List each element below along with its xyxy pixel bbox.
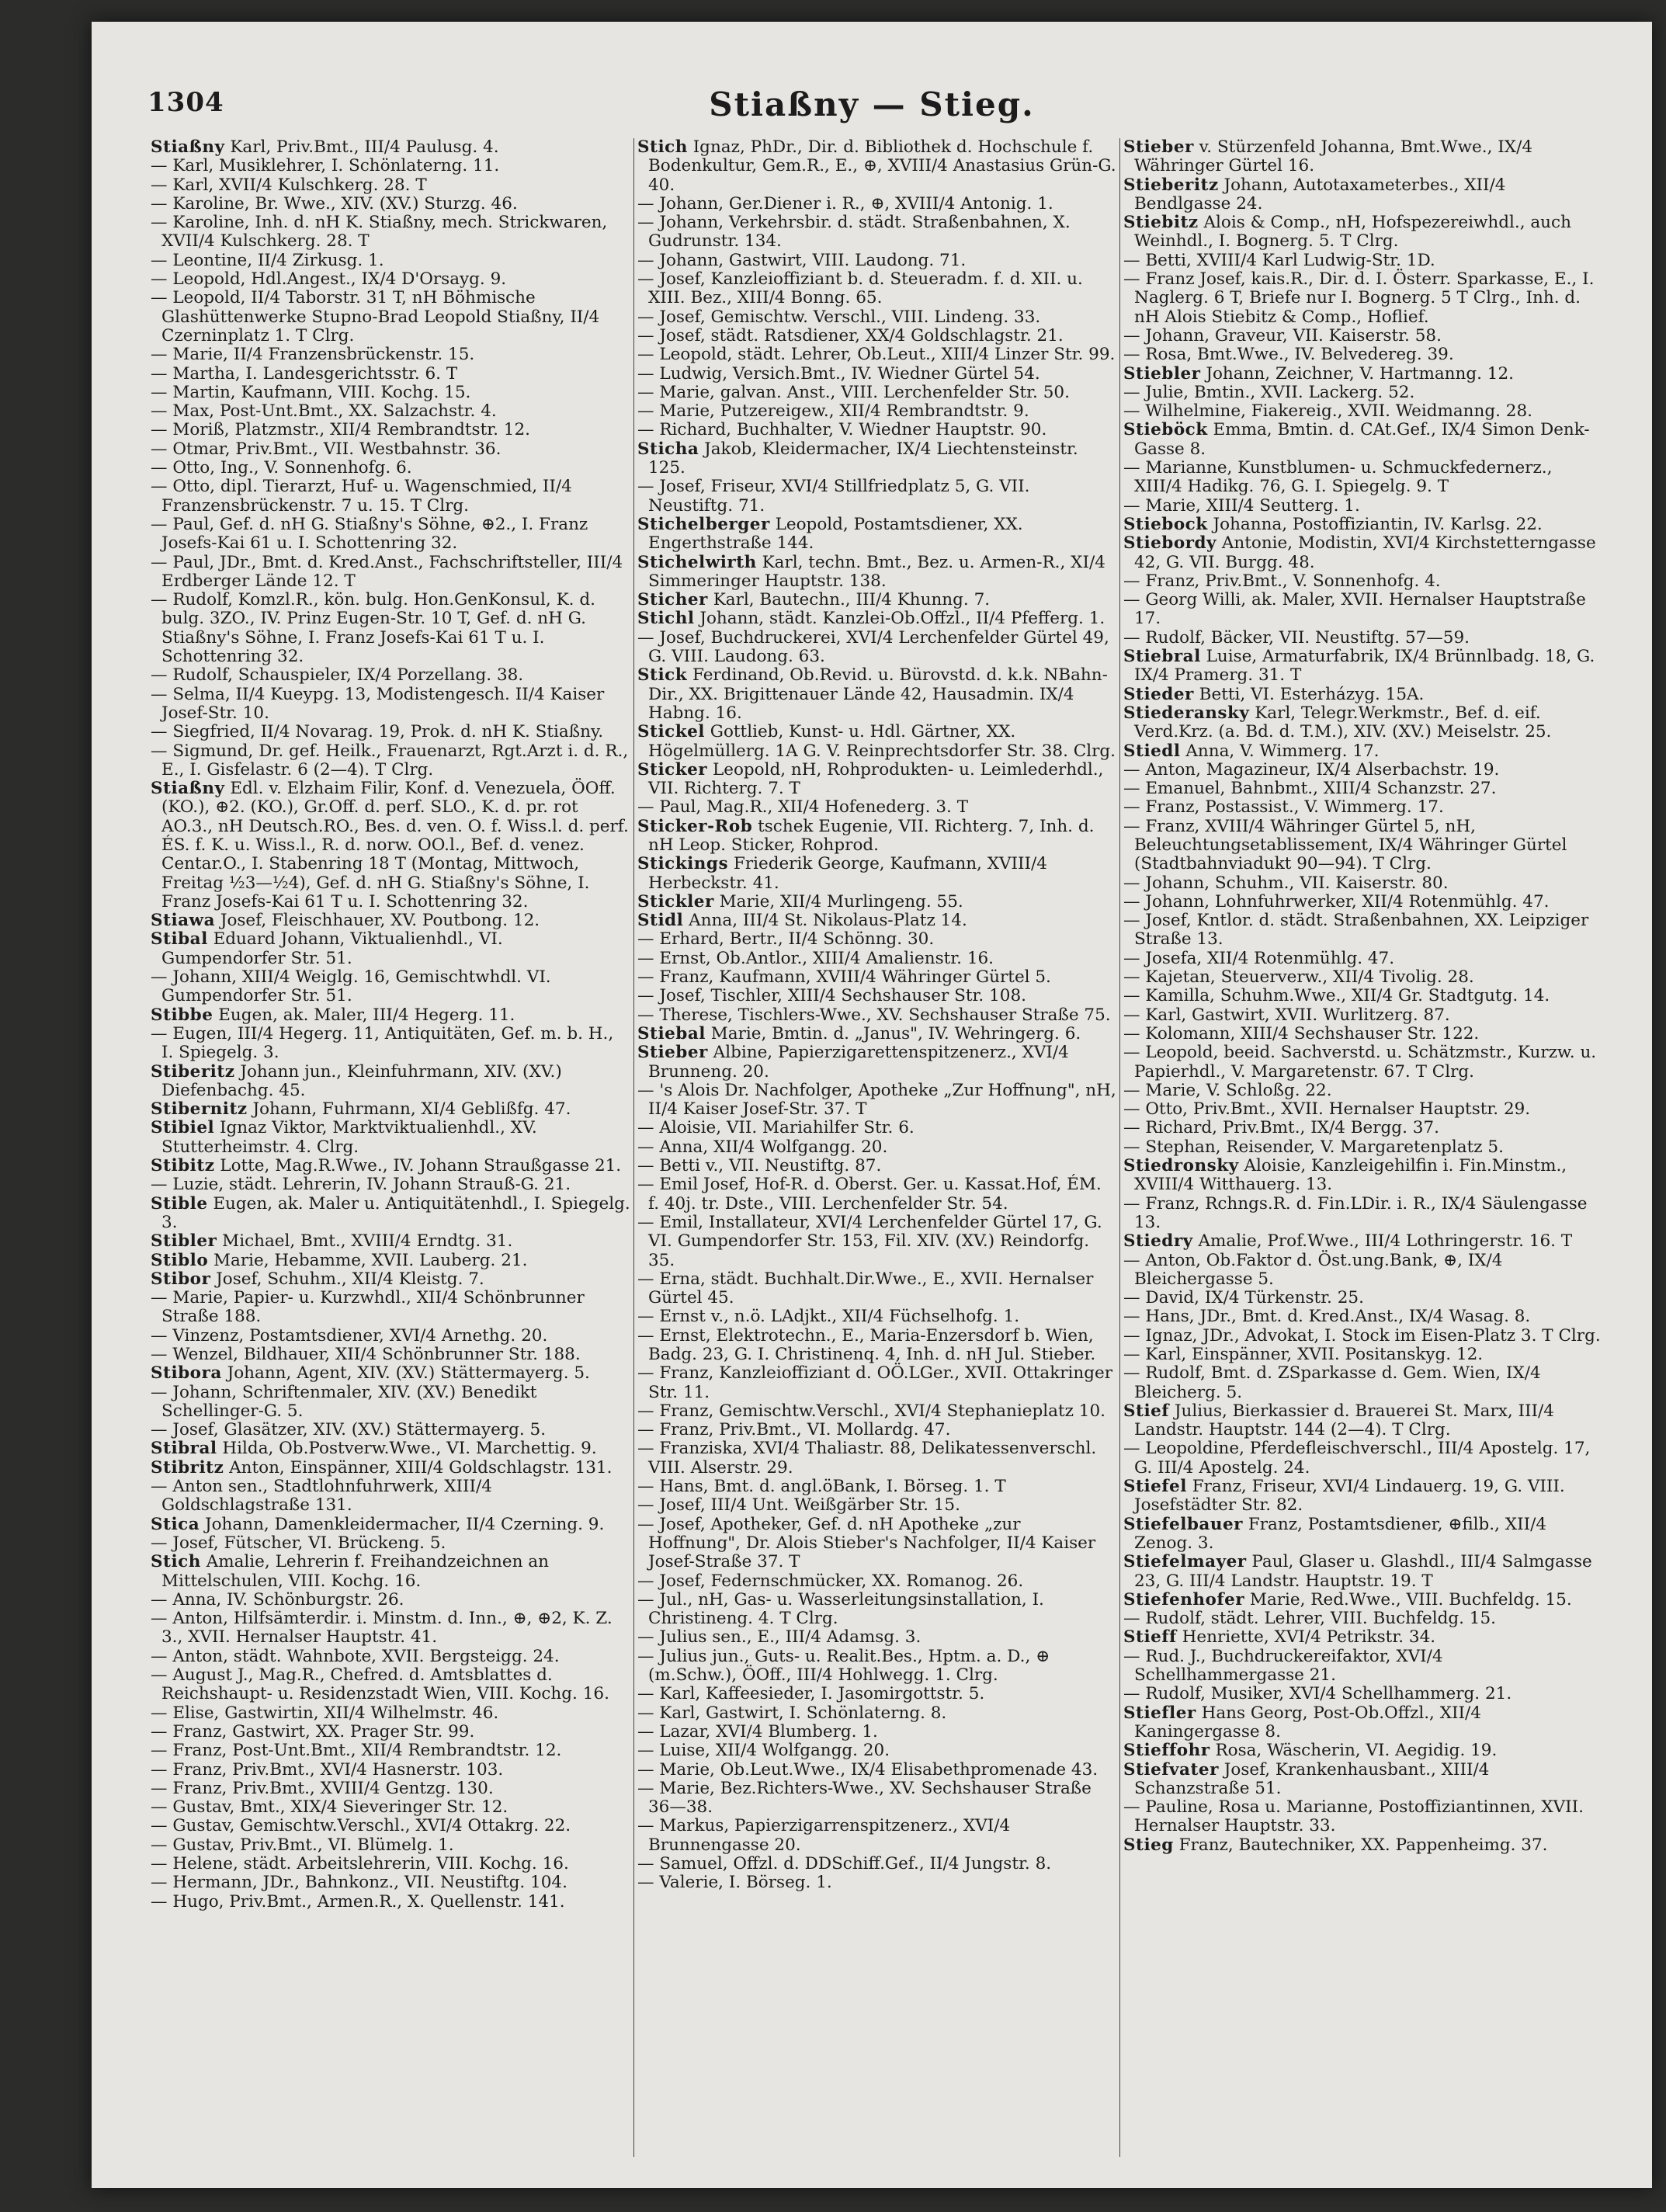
directory-entry: — Josef, Kntlor. d. städt. Straßenbahnen, XX. Leipziger Straße 13. (1123, 911, 1589, 950)
directory-entry: — Franz, XVIII/4 Währinger Gürtel 5, nH, Beleuchtungsetablissement, IX/4 Währinger Gürtel (Stadtbahnviadukt 90—94). T Clrg. (1123, 816, 1567, 874)
directory-entry: — Josef, Apotheker, Gef. d. nH Apotheke „zur Hoffnung", Dr. Alois Stieber's Nachfolger, II/4 Kaiser Josef-Straße 37. T (637, 1514, 1096, 1572)
directory-entry: Stiebitz Alois & Comp., nH, Hofspezereiwhdl., auch Weinhdl., I. Bognerg. 5. T Clrg. (1123, 213, 1571, 252)
directory-entry: Stieber v. Stürzenfeld Johanna, Bmt.Wwe., IX/4 Währinger Gürtel 16. (1123, 138, 1533, 176)
directory-entry: — Franz, Priv.Bmt., XVI/4 Hasnerstr. 103. (151, 1759, 504, 1780)
directory-entry: — Gustav, Bmt., XIX/4 Sieveringer Str. 12. (151, 1797, 508, 1818)
directory-entry: Stiedry Amalie, Prof.Wwe., III/4 Lothringerstr. 16. T (1123, 1231, 1573, 1252)
directory-entry: — Hermann, JDr., Bahnkonz., VII. Neustiftg. 104. (151, 1873, 567, 1893)
directory-entry: — Marie, V. Schloßg. 22. (1123, 1080, 1332, 1100)
directory-entry: — Jul., nH, Gas- u. Wasserleitungsinstallation, I. Christineng. 4. T Clrg. (637, 1589, 1044, 1629)
directory-entry: — Pauline, Rosa u. Marianne, Postoffiziantinnen, XVII. Hernalser Hauptstr. 33. (1123, 1797, 1584, 1836)
directory-entry: — Johann, Schuhm., VII. Kaiserstr. 80. (1123, 873, 1449, 893)
directory-entry: — Leopold, städt. Lehrer, Ob.Leut., XIII/4 Linzer Str. 99. (637, 345, 1116, 365)
directory-entry: — Luzie, städt. Lehrerin, IV. Johann Strauß-G. 21. (151, 1175, 571, 1195)
directory-entry: — Valerie, I. Börseg. 1. (637, 1873, 832, 1893)
directory-entry: — Paul, Mag.R., XII/4 Hofenederg. 3. T (637, 797, 969, 818)
directory-entry: Stiebock Johanna, Postoffiziantin, IV. Karlsg. 22. (1123, 514, 1543, 534)
directory-entry: Stieg Franz, Bautechniker, XX. Pappenheimg. 37. (1123, 1835, 1548, 1855)
directory-entry: Stichl Johann, städt. Kanzlei-Ob.Offzl., II/4 Pfefferg. 1. (637, 609, 1105, 629)
directory-entry: — Martin, Kaufmann, VIII. Kochg. 15. (151, 382, 471, 402)
directory-entry: Stiblo Marie, Hebamme, XVII. Lauberg. 21. (151, 1250, 528, 1270)
directory-entry: Stiefelbauer Franz, Postamtsdiener, ⊕filb., XII/4 Zenog. 3. (1123, 1514, 1547, 1553)
directory-entry: Sticher Karl, Bautechn., III/4 Khunng. 7. (637, 590, 991, 610)
directory-entry: Stieböck Emma, Bmtin. d. CAt.Gef., IX/4 Simon Denk-Gasse 8. (1123, 420, 1590, 459)
directory-entry: — Wilhelmine, Fiakereig., XVII. Weidmanng. 28. (1123, 401, 1532, 422)
directory-entry: — Marie, Papier- u. Kurzwhdl., XII/4 Schönbrunner Straße 188. (151, 1288, 585, 1327)
directory-entry: — Johann, Verkehrsbir. d. städt. Straßenbahnen, X. Gudrunstr. 134. (637, 213, 1071, 252)
directory-entry: — Franz, Gemischtw.Verschl., XVI/4 Stephanieplatz 10. (637, 1401, 1105, 1421)
directory-entry: — Ernst, Ob.Antlor., XIII/4 Amalienstr. 16. (637, 948, 994, 968)
directory-entry: — Franz, Rchngs.R. d. Fin.LDir. i. R., IX/4 Säulengasse 13. (1123, 1193, 1588, 1232)
directory-entry: — Georg Willi, ak. Maler, XVII. Hernalser Hauptstraße 17. (1123, 590, 1586, 629)
directory-entry: — Vinzenz, Postamtsdiener, XVI/4 Arnethg. 20. (151, 1325, 548, 1346)
directory-entry: Stickel Gottlieb, Kunst- u. Hdl. Gärtner, XX. Högelmüllerg. 1A G. V. Reinprechtsdorfer Str. 38. Clrg. (637, 722, 1116, 761)
directory-entry: — Betti, XVIII/4 Karl Ludwig-Str. 1D. (1123, 250, 1435, 270)
directory-entry: — Gustav, Priv.Bmt., VI. Blümelg. 1. (151, 1835, 454, 1855)
directory-entry: Stiberitz Johann jun., Kleinfuhrmann, XIV. (XV.) Diefenbachg. 45. (151, 1061, 562, 1100)
directory-entry: — Karl, XVII/4 Kulschkerg. 28. T (151, 175, 427, 195)
column-right (1119, 138, 1605, 2157)
directory-entry: — Marie, galvan. Anst., VIII. Lerchenfelder Str. 50. (637, 382, 1070, 402)
directory-entry: — Leopold, beeid. Sachverstd. u. Schätzmstr., Kurzw. u. Papierhdl., V. Margaretenstr. 67. T Clrg. (1123, 1043, 1597, 1082)
directory-entry: Stichelberger Leopold, Postamtsdiener, XX. Engerthstraße 144. (637, 514, 1023, 554)
directory-entry: Stibernitz Johann, Fuhrmann, XI/4 Geblißfg. 47. (151, 1099, 571, 1120)
directory-entry: — Franz, Gastwirt, XX. Prager Str. 99. (151, 1721, 475, 1741)
directory-entry: — Josef, Friseur, XVI/4 Stillfriedplatz 5, G. VII. Neustiftg. 71. (637, 477, 1030, 516)
directory-entry: — Aloisie, VII. Mariahilfer Str. 6. (637, 1118, 915, 1138)
directory-entry: — Paul, Gef. d. nH G. Stiaßny's Söhne, ⊕2., I. Franz Josefs-Kai 61 u. I. Schottenring 32. (151, 514, 588, 554)
directory-entry: — Franz, Kaufmann, XVIII/4 Währinger Gürtel 5. (637, 967, 1051, 988)
directory-entry: — Rudolf, Komzl.R., kön. bulg. Hon.GenKonsul, K. d. bulg. 3ZO., IV. Prinz Eugen-Str. 10 T, Gef. d. nH G. Stiaßny's Söhne, I. Franz Josefs-Kai 61 T u. I. Schottenring 32. (151, 590, 595, 667)
directory-entry: — Ignaz, JDr., Advokat, I. Stock im Eisen-Platz 3. T Clrg. (1123, 1325, 1601, 1346)
directory-entry: — Leopold, Hdl.Angest., IX/4 D'Orsayg. 9. (151, 269, 507, 290)
directory-entry: — Johann, XIII/4 Weiglg. 16, Gemischtwhdl. VI. Gumpendorfer Str. 51. (151, 967, 551, 1006)
directory-entry: — Franziska, XVI/4 Thaliastr. 88, Delikatessenverschl. VIII. Alserstr. 29. (637, 1439, 1097, 1478)
directory-entry: Stiefenhofer Marie, Red.Wwe., VIII. Buchfeldg. 15. (1123, 1589, 1572, 1610)
directory-entry: Stieber Albine, Papierzigarettenspitzenerz., XVI/4 Brunneng. 20. (637, 1043, 1069, 1082)
directory-entry: Stiefelmayer Paul, Glaser u. Glashdl., III/4 Salmgasse 23, G. III/4 Landstr. Hauptstr. 19. T (1123, 1552, 1592, 1591)
directory-entry: Stief Julius, Bierkassier d. Brauerei St. Marx, III/4 Landstr. Hauptstr. 144 (2—4). T Clrg. (1123, 1401, 1554, 1440)
directory-entry: Stibbe Eugen, ak. Maler, III/4 Hegerg. 11. (151, 1005, 515, 1025)
directory-entry: — Max, Post-Unt.Bmt., XX. Salzachstr. 4. (151, 401, 497, 422)
directory-entry: Stiaßny Karl, Priv.Bmt., III/4 Paulusg. 4. (151, 138, 499, 157)
directory-entry: — Markus, Papierzigarrenspitzenerz., XVI/4 Brunnengasse 20. (637, 1816, 1011, 1855)
directory-entry: — Anna, XII/4 Wolfgangg. 20. (637, 1137, 888, 1157)
directory-entry: Stich Amalie, Lehrerin f. Freihandzeichnen an Mittelschulen, VIII. Kochg. 16. (151, 1552, 549, 1591)
directory-entry: Stiebral Luise, Armaturfabrik, IX/4 Brünnlbadg. 18, G. IX/4 Pramerg. 31. T (1123, 647, 1595, 686)
directory-entry: — Otto, Ing., V. Sonnenhofg. 6. (151, 458, 412, 478)
directory-entry: — Karl, Kaffeesieder, I. Jasomirgottstr. 5. (637, 1684, 985, 1704)
directory-entry: — Lazar, XVI/4 Blumberg. 1. (637, 1721, 878, 1741)
directory-entry: — Kamilla, Schuhm.Wwe., XII/4 Gr. Stadtgutg. 14. (1123, 986, 1550, 1006)
directory-entry: — Ludwig, Versich.Bmt., IV. Wiedner Gürtel 54. (637, 363, 1040, 384)
directory-entry: — Otmar, Priv.Bmt., VII. Westbahnstr. 36. (151, 439, 502, 459)
directory-entry: — August J., Mag.R., Chefred. d. Amtsblattes d. Reichshaupt- u. Residenzstadt Wien, VIII. Kochg. 16. (151, 1665, 609, 1704)
directory-entry: — Anton sen., Stadtlohnfuhrwerk, XIII/4 Goldschlagstraße 131. (151, 1477, 492, 1516)
directory-entry: — Richard, Buchhalter, V. Wiedner Hauptstr. 90. (637, 420, 1047, 440)
directory-entry: — Sigmund, Dr. gef. Heilk., Frauenarzt, Rgt.Arzt i. d. R., E., I. Gisfelastr. 6 (2—4). T Clrg. (151, 741, 629, 780)
directory-entry: — Ernst v., n.ö. LAdjkt., XII/4 Füchselhofg. 1. (637, 1307, 1020, 1327)
directory-entry: Stiedl Anna, V. Wimmerg. 17. (1123, 741, 1380, 761)
directory-entry: — Rudolf, Bmt. d. ZSparkasse d. Gem. Wien, IX/4 Bleicherg. 5. (1123, 1363, 1541, 1402)
directory-entry: Stiebal Marie, Bmtin. d. „Janus", IV. Wehringerg. 6. (637, 1023, 1081, 1043)
directory-entry: — Gustav, Gemischtw.Verschl., XVI/4 Ottakrg. 22. (151, 1816, 571, 1836)
directory-entry: — Elise, Gastwirtin, XII/4 Wilhelmstr. 46. (151, 1703, 499, 1723)
directory-entry: Stible Eugen, ak. Maler u. Antiquitätenhdl., I. Spiegelg. 3. (151, 1193, 630, 1232)
directory-entry: — Siegfried, II/4 Novarag. 19, Prok. d. nH K. Stiaßny. (151, 722, 604, 742)
directory-page (92, 22, 1652, 2188)
directory-entry: Stiaßny Edl. v. Elzhaim Filir, Konf. d. Venezuela, ÖOff.(KO.), ⊕2. (KO.), Gr.Off. d. perf. SLO., K. d. pr. rot AO.3., nH Deutsch.RO., Bes. d. ven. O. f. Wiss.l. d. perf. ÉS. f. K. u. Wiss.l., R. d. norw. OO.l., Bef. d. venez. Centar.O., I. Stabenring 18 T (Montag, Mittwoch, Freitag ½3—½4), Gef. d. nH G. Stiaßny's Söhne, I. Franz Josefs-Kai 61 T u. I. Schottenring 32. (151, 779, 629, 912)
directory-entry: — Samuel, Offzl. d. DDSchiff.Gef., II/4 Jungstr. 8. (637, 1854, 1052, 1874)
directory-entry: — Rudolf, Musiker, XVI/4 Schellhammerg. 21. (1123, 1684, 1512, 1704)
directory-entry: — Karl, Gastwirt, I. Schönlaterng. 8. (637, 1703, 947, 1723)
directory-entry: — Otto, Priv.Bmt., XVII. Hernalser Hauptstr. 29. (1123, 1099, 1531, 1120)
directory-entry: — David, IX/4 Türkenstr. 25. (1123, 1288, 1364, 1308)
directory-entry: — Leopold, II/4 Taborstr. 31 T, nH Böhmische Glashüttenwerke Stupno-Brad Leopold Stiaßny, II/4 Czerninplatz 1. T Clrg. (151, 288, 600, 346)
directory-entry: — Martha, I. Landesgerichtsstr. 6. T (151, 363, 458, 384)
directory-entry: Stiebordy Antonie, Modistin, XVI/4 Kirchstetterngasse 42, G. VII. Burgg. 48. (1123, 533, 1596, 572)
directory-entry: Stibritz Anton, Einspänner, XIII/4 Goldschlagstr. 131. (151, 1457, 613, 1478)
directory-entry: — Franz, Priv.Bmt., V. Sonnenhofg. 4. (1123, 571, 1441, 591)
directory-entry: Stibal Eduard Johann, Viktualienhdl., VI. Gumpendorfer Str. 51. (151, 929, 503, 968)
directory-entry: — Wenzel, Bildhauer, XII/4 Schönbrunner Str. 188. (151, 1345, 581, 1364)
directory-entry: Stiefel Franz, Friseur, XVI/4 Lindauerg. 19, G. VIII. Josefstädter Str. 82. (1123, 1477, 1565, 1516)
directory-entry: — Franz, Priv.Bmt., XVIII/4 Gentzg. 130. (151, 1778, 494, 1798)
directory-entry: — Franz Josef, kais.R., Dir. d. I. Österr. Sparkasse, E., I. Naglerg. 6 T, Briefe nur I. Bognerg. 5 T Clrg., Inh. d. nH Alois Stiebitz & Comp., Hoflief. (1123, 269, 1595, 327)
directory-entry: — Anna, IV. Schönburgstr. 26. (151, 1589, 404, 1610)
directory-entry: — Josefa, XII/4 Rotenmühlg. 47. (1123, 948, 1395, 968)
directory-entry: — Josef, Buchdruckerei, XVI/4 Lerchenfelder Gürtel 49, G. VIII. Laudong. 63. (637, 627, 1109, 667)
directory-entry: Stibral Hilda, Ob.Postverw.Wwe., VI. Marchettig. 9. (151, 1439, 597, 1459)
directory-entry: — Karl, Musiklehrer, I. Schönlaterng. 11. (151, 156, 500, 176)
directory-entry: — Marie, XIII/4 Seutterg. 1. (1123, 495, 1360, 516)
directory-entry: Stiederansky Karl, Telegr.Werkmstr., Bef. d. eif. Verd.Krz. (a. Bd. d. T.M.), XIV. (XV.) Meiselstr. 25. (1123, 703, 1552, 742)
directory-entry: Stibitz Lotte, Mag.R.Wwe., IV. Johann Straußgasse 21. (151, 1156, 622, 1176)
directory-entry: — Franz, Priv.Bmt., VI. Mollardg. 47. (637, 1420, 951, 1440)
entry-columns (148, 138, 1607, 2157)
directory-entry: — Marie, Bez.Richters-Wwe., XV. Sechshauser Straße 36—38. (637, 1778, 1092, 1818)
directory-entry: Stickler Marie, XII/4 Murlingeng. 55. (637, 891, 963, 912)
directory-entry: — Julius jun., Guts- u. Realit.Bes., Hptm. a. D., ⊕ (m.Schw.), ÖOff., III/4 Hohlwegg. 1. Clrg. (637, 1646, 1050, 1686)
directory-entry: — Josef, Federnschmücker, XX. Romanog. 26. (637, 1571, 1024, 1591)
directory-entry: — Otto, dipl. Tierarzt, Huf- u. Wagenschmied, II/4 Franzensbrückenstr. 7 u. 15. T Clrg. (151, 477, 572, 516)
directory-entry: — Hans, Bmt. d. angl.öBank, I. Börseg. 1. T (637, 1477, 1006, 1497)
directory-entry: — Johann, Graveur, VII. Kaiserstr. 58. (1123, 325, 1442, 346)
directory-entry: Stieff Henriette, XVI/4 Petrikstr. 34. (1123, 1627, 1436, 1648)
directory-entry: — Betti v., VII. Neustiftg. 87. (637, 1156, 882, 1176)
directory-entry: — Erhard, Bertr., II/4 Schönng. 30. (637, 929, 935, 950)
directory-entry: Stibora Johann, Agent, XIV. (XV.) Stättermayerg. 5. (151, 1363, 590, 1384)
directory-entry: — Leopoldine, Pferdefleischverschl., III/4 Apostelg. 17, G. III/4 Apostelg. 24. (1123, 1439, 1591, 1478)
directory-entry: — Kajetan, Steuerverw., XII/4 Tivolig. 28. (1123, 967, 1474, 988)
directory-entry: — Josef, Kanzleioffiziant b. d. Steueradm. f. d. XII. u. XIII. Bez., XIII/4 Bonng. 65. (637, 269, 1083, 308)
directory-entry: — Emil, Installateur, XVI/4 Lerchenfelder Gürtel 17, G. VI. Gumpendorfer Str. 153, Fil. XIV. (XV.) Reindorfg. 35. (637, 1212, 1102, 1270)
directory-entry: — Selma, II/4 Kueypg. 13, Modistengesch. II/4 Kaiser Josef-Str. 10. (151, 684, 605, 723)
directory-entry: — Kolomann, XIII/4 Sechshauser Str. 122. (1123, 1023, 1480, 1043)
directory-entry: — Johann, Lohnfuhrwerker, XII/4 Rotenmühlg. 47. (1123, 891, 1550, 912)
directory-entry: — Josef, Glasätzer, XIV. (XV.) Stättermayerg. 5. (151, 1420, 547, 1440)
directory-entry: — Julius sen., E., III/4 Adamsg. 3. (637, 1627, 922, 1648)
directory-entry: — Moriß, Platzmstr., XII/4 Rembrandtstr. 12. (151, 420, 530, 440)
directory-entry: Stickings Friederik George, Kaufmann, XVIII/4 Herbeckstr. 41. (637, 854, 1047, 893)
directory-entry: — Rudolf, Schauspieler, IX/4 Porzellang. 38. (151, 665, 524, 686)
directory-entry: Stiefvater Josef, Krankenhausbant., XIII/4 Schanzstraße 51. (1123, 1759, 1490, 1798)
directory-entry: — Leontine, II/4 Zirkusg. 1. (151, 250, 384, 270)
directory-entry: — Erna, städt. Buchhalt.Dir.Wwe., E., XVII. Hernalser Gürtel 45. (637, 1269, 1094, 1308)
directory-entry: — Marie, Ob.Leut.Wwe., IX/4 Elisabethpromenade 43. (637, 1759, 1099, 1780)
directory-entry: — Anton, Hilfsämterdir. i. Minstm. d. Inn., ⊕, ⊕2, K. Z. 3., XVII. Hernalser Hauptstr. 41. (151, 1609, 613, 1648)
directory-entry: — Anton, Ob.Faktor d. Öst.ung.Bank, ⊕, IX/4 Bleichergasse 5. (1123, 1250, 1503, 1289)
directory-entry: — Franz, Post-Unt.Bmt., XII/4 Rembrandtstr. 12. (151, 1741, 562, 1761)
directory-entry: — Josef, Fütscher, VI. Brückeng. 5. (151, 1533, 446, 1553)
directory-entry: Stibiel Ignaz Viktor, Marktviktualienhdl., XV. Stutterheimstr. 4. Clrg. (151, 1118, 537, 1157)
directory-entry: — Julie, Bmtin., XVII. Lackerg. 52. (1123, 382, 1415, 402)
directory-entry: Stibor Josef, Schuhm., XII/4 Kleistg. 7. (151, 1269, 484, 1289)
directory-entry: — Franz, Kanzleioffiziant d. OÖ.LGer., XVII. Ottakringer Str. 11. (637, 1363, 1113, 1402)
directory-entry: — Marie, Putzereigew., XII/4 Rembrandtstr. 9. (637, 401, 1029, 422)
directory-entry: — Josef, Gemischtw. Verschl., VIII. Lindeng. 33. (637, 307, 1041, 327)
directory-entry: — Therese, Tischlers-Wwe., XV. Sechshauser Straße 75. (637, 1005, 1111, 1025)
directory-entry: — Richard, Priv.Bmt., IX/4 Bergg. 37. (1123, 1118, 1439, 1138)
directory-entry: — Anton, städt. Wahnbote, XVII. Bergsteigg. 24. (151, 1646, 560, 1666)
directory-entry: — Johann, Ger.Diener i. R., ⊕, XVIII/4 Antonig. 1. (637, 193, 1053, 214)
directory-entry: — Anton, Magazineur, IX/4 Alserbachstr. 19. (1123, 759, 1500, 780)
directory-entry: — Luise, XII/4 Wolfgangg. 20. (637, 1741, 890, 1761)
directory-entry: Stieberitz Johann, Autotaxameterbes., XII/4 Bendlgasse 24. (1123, 175, 1506, 214)
directory-entry: Stichelwirth Karl, techn. Bmt., Bez. u. Armen-R., XI/4 Simmeringer Hauptstr. 138. (637, 552, 1105, 591)
directory-entry: — Hans, JDr., Bmt. d. Kred.Anst., IX/4 Wasag. 8. (1123, 1307, 1531, 1327)
directory-entry: Stiebler Johann, Zeichner, V. Hartmanng. 12. (1123, 363, 1514, 384)
directory-entry: — Johann, Gastwirt, VIII. Laudong. 71. (637, 250, 967, 270)
directory-entry: — Karoline, Br. Wwe., XIV. (XV.) Sturzg. 46. (151, 193, 518, 214)
directory-entry: — Ernst, Elektrotechn., E., Maria-Enzersdorf b. Wien, Badg. 23, G. I. Christinenq. 4, Inh. d. nH Jul. Stieber. (637, 1325, 1096, 1364)
directory-entry: — Stephan, Reisender, V. Margaretenplatz 5. (1123, 1137, 1504, 1157)
directory-entry: — Paul, JDr., Bmt. d. Kred.Anst., Fachschriftsteller, III/4 Erdberger Lände 12. T (151, 552, 623, 591)
directory-entry: Stick Ferdinand, Ob.Revid. u. Bürovstd. d. k.k. NBahn-Dir., XX. Brigittenauer Lände 42, Hausadmin. IX/4 Habng. 16. (637, 665, 1108, 723)
directory-entry: — Josef, Tischler, XIII/4 Sechshauser Str. 108. (637, 986, 1026, 1006)
directory-entry: — Emanuel, Bahnbmt., XIII/4 Schanzstr. 27. (1123, 779, 1497, 799)
page-number: 1304 (148, 87, 224, 118)
directory-entry: — Franz, Postassist., V. Wimmerg. 17. (1123, 797, 1444, 818)
directory-entry: — Karl, Gastwirt, XVII. Wurlitzerg. 87. (1123, 1005, 1450, 1025)
directory-entry: Sticha Jakob, Kleidermacher, IX/4 Liechtensteinstr. 125. (637, 439, 1078, 478)
directory-entry: Stich Ignaz, PhDr., Dir. d. Bibliothek d. Hochschule f. Bodenkultur, Gem.R., E., ⊕, XVIII/4 Anastasius Grün-G. 40. (637, 138, 1116, 195)
directory-entry: Stica Johann, Damenkleidermacher, II/4 Czerning. 9. (151, 1514, 605, 1534)
directory-entry: Stieffohr Rosa, Wäscherin, VI. Aegidig. 19. (1123, 1741, 1498, 1761)
directory-entry: Stidl Anna, III/4 St. Nikolaus-Platz 14. (637, 911, 967, 931)
directory-entry: — Marianne, Kunstblumen- u. Schmuckfedernerz., XIII/4 Hadikg. 76, G. I. Spiegelg. 9. T (1123, 458, 1553, 497)
directory-entry: — 's Alois Dr. Nachfolger, Apotheke „Zur Hoffnung", nH, II/4 Kaiser Josef-Str. 37. T (637, 1080, 1116, 1120)
directory-entry: Stiefler Hans Georg, Post-Ob.Offzl., XII/4 Kaningergasse 8. (1123, 1703, 1481, 1741)
directory-entry: — Josef, III/4 Unt. Weißgärber Str. 15. (637, 1495, 960, 1516)
directory-entry: — Emil Josef, Hof-R. d. Oberst. Ger. u. Kassat.Hof, ÉM. f. 40j. tr. Dste., VIII. Lerchenfelder Str. 54. (637, 1175, 1102, 1214)
directory-entry: Sticker-Rob tschek Eugenie, VII. Richterg. 7, Inh. d. nH Leop. Sticker, Rohprod. (637, 816, 1095, 855)
column-left (148, 138, 633, 2157)
directory-entry: — Hugo, Priv.Bmt., Armen.R., X. Quellenstr. 141. (151, 1891, 565, 1912)
directory-entry: — Rudolf, Bäcker, VII. Neustiftg. 57—59. (1123, 627, 1470, 648)
directory-entry: — Josef, städt. Ratsdiener, XX/4 Goldschlagstr. 21. (637, 325, 1064, 346)
directory-entry: — Marie, II/4 Franzensbrückenstr. 15. (151, 345, 475, 365)
directory-entry: Stiedronsky Aloisie, Kanzleigehilfin i. Fin.Minstm., XVIII/4 Witthauerg. 13. (1123, 1156, 1567, 1195)
directory-entry: — Karl, Einspänner, XVII. Positanskyg. 12. (1123, 1345, 1484, 1364)
column-middle (633, 138, 1119, 2157)
directory-entry: Stiawa Josef, Fleischhauer, XV. Poutbong. 12. (151, 911, 540, 931)
directory-entry: — Johann, Schriftenmaler, XIV. (XV.) Benedikt Schellinger-G. 5. (151, 1382, 537, 1421)
directory-entry: — Karoline, Inh. d. nH K. Stiaßny, mech. Strickwaren, XVII/4 Kulschkerg. 28. T (151, 213, 608, 252)
directory-entry: Sticker Leopold, nH, Rohprodukten- u. Leimlederhdl., VII. Richterg. 7. T (637, 759, 1104, 799)
directory-entry: — Eugen, III/4 Hegerg. 11, Antiquitäten, Gef. m. b. H., I. Spiegelg. 3. (151, 1023, 614, 1063)
directory-entry: — Rud. J., Buchdruckereifaktor, XVI/4 Schellhammergasse 21. (1123, 1646, 1443, 1686)
running-head: Stiaßny — Stieg. (709, 85, 1035, 123)
directory-entry: — Rudolf, städt. Lehrer, VIII. Buchfeldg. 15. (1123, 1609, 1496, 1629)
directory-entry: Stieder Betti, VI. Esterházyg. 15A. (1123, 684, 1425, 704)
directory-entry: — Rosa, Bmt.Wwe., IV. Belvedereg. 39. (1123, 345, 1454, 365)
directory-entry: — Helene, städt. Arbeitslehrerin, VIII. Kochg. 16. (151, 1854, 569, 1874)
directory-entry: Stibler Michael, Bmt., XVIII/4 Erndtg. 31. (151, 1231, 513, 1252)
